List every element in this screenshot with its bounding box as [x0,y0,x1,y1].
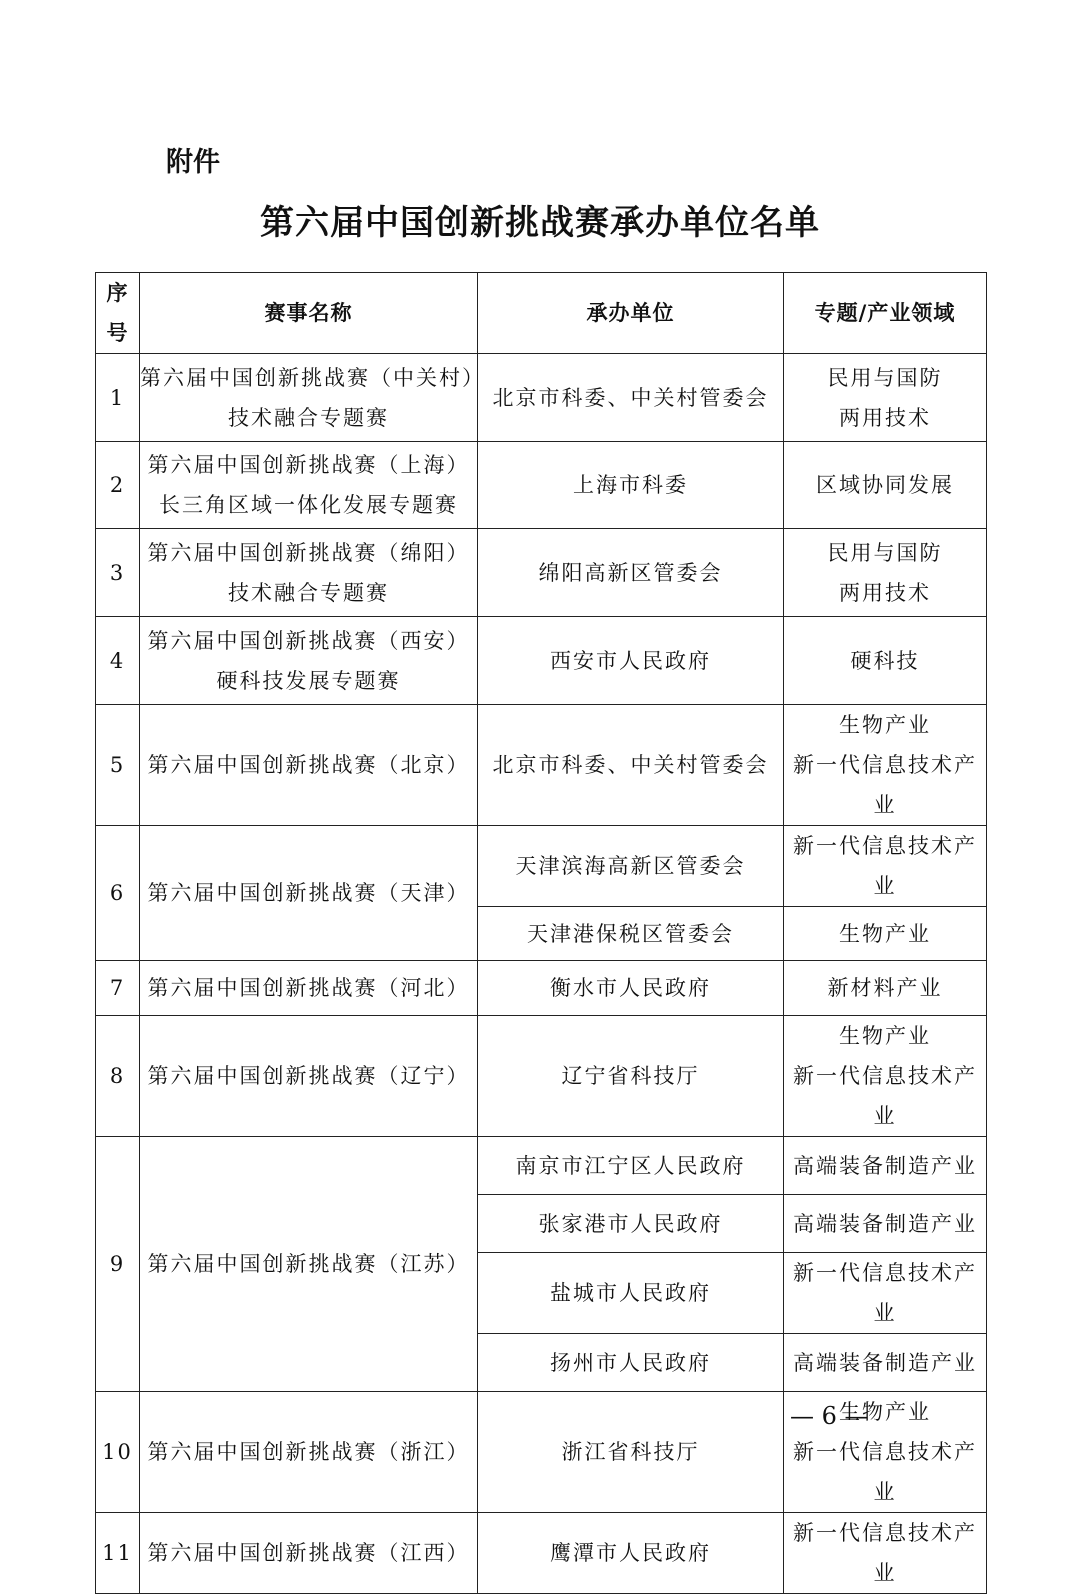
row-host: 上海市科委 [478,442,784,529]
row-field [784,705,987,826]
row-host: 张家港市人民政府 [478,1195,784,1253]
row-host: 鹰潭市人民政府 [478,1513,784,1594]
field-line: 两用技术 [839,405,931,430]
header-seq-line1: 序 [106,281,129,305]
row-host: 南京市江宁区人民政府 [478,1137,784,1195]
table-row [96,1016,987,1137]
row-field: 硬科技 [784,617,987,705]
row-host: 浙江省科技厅 [478,1392,784,1513]
row-host: 扬州市人民政府 [478,1334,784,1392]
row-field: 新一代信息技术产业 [784,826,987,907]
field-line: 民用与国防 [827,540,943,565]
row-seq: 11 [96,1513,140,1594]
row-host: 天津滨海高新区管委会 [478,826,784,907]
row-seq: 6 [96,826,140,961]
header-seq-line2: 号 [106,321,129,345]
row-field: 新一代信息技术产业 [784,1253,987,1334]
table-row [96,529,987,617]
page-number: — 6 — [790,1402,869,1430]
field-line: 新一代信息技术产业 [793,1440,977,1504]
field-line: 生物产业 [839,1400,931,1424]
field-line: 生物产业 [839,713,931,737]
table-row [96,705,987,826]
row-host: 西安市人民政府 [478,617,784,705]
table-row [96,442,987,529]
row-host: 衡水市人民政府 [478,961,784,1016]
row-seq: 7 [96,961,140,1016]
row-field: 高端装备制造产业 [784,1195,987,1253]
header-seq [96,273,140,354]
row-event: 第六届中国创新挑战赛（浙江） [140,1392,478,1513]
field-line: 生物产业 [839,1024,931,1048]
row-seq: 3 [96,529,140,617]
row-event: 第六届中国创新挑战赛（江西） [140,1513,478,1594]
row-field: 高端装备制造产业 [784,1334,987,1392]
row-event [140,617,478,705]
row-host: 盐城市人民政府 [478,1253,784,1334]
row-seq: 10 [96,1392,140,1513]
row-host: 绵阳高新区管委会 [478,529,784,617]
row-host: 天津港保税区管委会 [478,907,784,961]
row-seq: 9 [96,1137,140,1392]
event-line: 第六届中国创新挑战赛（上海） [147,453,470,477]
row-seq: 8 [96,1016,140,1137]
page-title: 第六届中国创新挑战赛承办单位名单 [260,203,820,243]
header-event: 赛事名称 [140,273,478,354]
row-event: 第六届中国创新挑战赛（北京） [140,705,478,826]
row-host: 北京市科委、中关村管委会 [478,705,784,826]
event-line: 第六届中国创新挑战赛（中关村） [140,365,485,390]
table-row [96,961,987,1016]
row-field: 新一代信息技术产业 [784,1513,987,1594]
row-seq: 4 [96,617,140,705]
row-host: 北京市科委、中关村管委会 [478,354,784,442]
row-field: 区域协同发展 [784,442,987,529]
table-row [96,826,987,907]
table-row [96,1137,987,1195]
table-row [96,354,987,442]
row-field: 生物产业 [784,907,987,961]
field-line: 民用与国防 [827,365,943,390]
event-line: 长三角区域一体化发展专题赛 [159,493,458,517]
header-field: 专题/产业领域 [784,273,987,354]
attachment-label: 附件 [166,147,220,178]
header-host: 承办单位 [478,273,784,354]
row-host: 辽宁省科技厅 [478,1016,784,1137]
table-row [96,1513,987,1594]
row-seq: 1 [96,354,140,442]
event-line: 硬科技发展专题赛 [216,668,401,693]
host-units-table [95,272,987,1594]
row-field: 高端装备制造产业 [784,1137,987,1195]
row-event [140,354,485,442]
field-line: 两用技术 [839,580,931,605]
event-line: 技术融合专题赛 [228,405,389,430]
table-header-row [96,273,987,354]
row-seq: 2 [96,442,140,529]
row-event: 第六届中国创新挑战赛（江苏） [140,1137,478,1392]
event-line: 第六届中国创新挑战赛（西安） [147,628,470,653]
row-field [784,529,987,617]
field-line: 新一代信息技术产业 [793,753,977,817]
field-line: 新一代信息技术产业 [793,1064,977,1128]
row-event: 第六届中国创新挑战赛（辽宁） [140,1016,478,1137]
row-field [784,1016,987,1137]
row-event [140,442,478,529]
row-event: 第六届中国创新挑战赛（天津） [140,826,478,961]
row-field: 新材料产业 [784,961,987,1016]
event-line: 第六届中国创新挑战赛（绵阳） [147,540,470,565]
row-event [140,529,478,617]
row-field [784,354,987,442]
row-event: 第六届中国创新挑战赛（河北） [140,961,478,1016]
row-seq: 5 [96,705,140,826]
event-line: 技术融合专题赛 [228,580,389,605]
table-row [96,617,987,705]
